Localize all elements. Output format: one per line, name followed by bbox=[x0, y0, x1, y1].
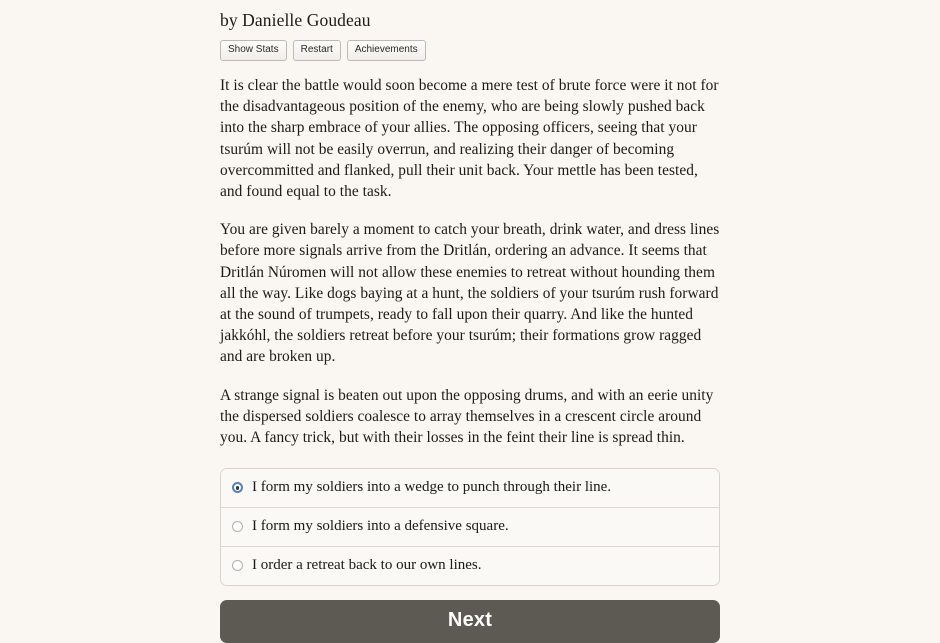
story-paragraph: A strange signal is beaten out upon the opposing drums, and with an eerie unity the dispersed soldiers coalesce to array themselves in a crescent circle around you. A fancy trick, but with their losses in the feint their line is spread thin. bbox=[220, 386, 714, 447]
choice-option[interactable] bbox=[221, 469, 719, 507]
choice-option[interactable] bbox=[221, 546, 719, 585]
choice-label: I order a retreat back to our own lines. bbox=[252, 557, 482, 574]
author-byline: by Danielle Goudeau bbox=[220, 10, 371, 30]
story-paragraph: It is clear the battle would soon become a mere test of brute force were it not for the disadvantageous position of the enemy, who are being slowly pushed back into the sharp embrace of your allies. The opposing officers, seeing that your tsurúm will not be easily overrun, and realizing their danger of becoming overcommitted and flanked, pull their unit back. Your mettle has been tested, and found equal to the task. bbox=[220, 77, 719, 201]
story-paragraph: You are given barely a moment to catch your breath, drink water, and dress lines before more signals arrive from the Dritlán, ordering an advance. It seems that Dritlán Núromen will not allow these enemies to retreat without hounding them all the way. Like dogs baying at a hunt, the soldiers of your tsurúm rush forward at the sound of trumpets, ready to fall upon their quarry. And like the hunted jakkóhl, the soldiers retreat before your tsurúm; their formations grow ragged and are broken up. bbox=[220, 221, 720, 366]
next-button[interactable]: Next bbox=[220, 600, 720, 643]
choice-label: I form my soldiers into a wedge to punch through their line. bbox=[252, 479, 612, 496]
choice-list bbox=[220, 468, 720, 586]
achievements-button[interactable]: Achievements bbox=[347, 40, 426, 61]
content-column bbox=[220, 0, 720, 643]
story-text bbox=[220, 75, 720, 448]
choice-label: I form my soldiers into a defensive square. bbox=[252, 518, 509, 535]
radio-button-icon[interactable] bbox=[232, 521, 243, 532]
show-stats-button[interactable]: Show Stats bbox=[220, 40, 287, 61]
game-toolbar bbox=[220, 40, 720, 61]
radio-button-icon[interactable] bbox=[232, 482, 243, 493]
choice-option[interactable] bbox=[221, 507, 719, 546]
restart-button[interactable]: Restart bbox=[293, 40, 341, 61]
radio-button-icon[interactable] bbox=[232, 560, 243, 571]
